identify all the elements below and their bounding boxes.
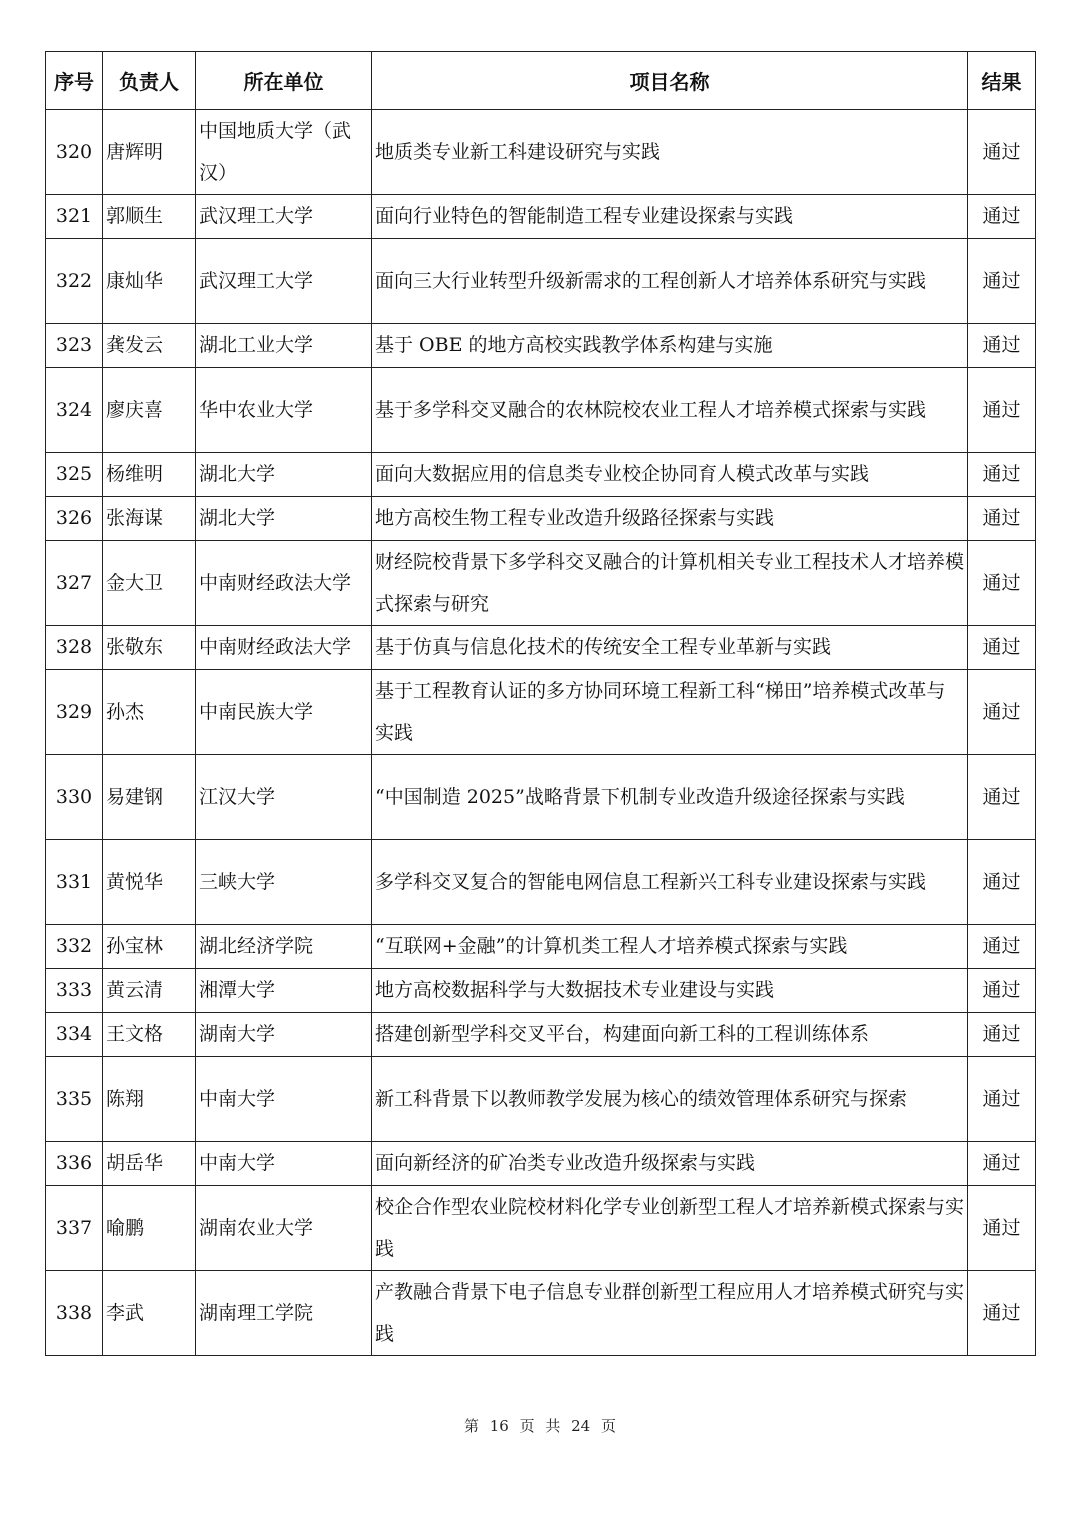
row-result: 通过	[968, 368, 1036, 453]
row-owner: 张海谋	[103, 497, 196, 541]
table-row	[46, 110, 1036, 195]
table-row	[46, 626, 1036, 670]
row-num: 323	[46, 324, 103, 368]
row-project: 财经院校背景下多学科交叉融合的计算机相关专业工程技术人才培养模式探索与研究	[372, 541, 968, 626]
table-header-row	[46, 52, 1036, 110]
row-project: 新工科背景下以教师教学发展为核心的绩效管理体系研究与探索	[372, 1057, 968, 1142]
row-num: 331	[46, 840, 103, 925]
row-num: 334	[46, 1013, 103, 1057]
page-footer: 第 16 页 共 24 页	[463, 1417, 616, 1435]
row-unit: 华中农业大学	[196, 368, 372, 453]
row-project: 产教融合背景下电子信息专业群创新型工程应用人才培养模式研究与实践	[372, 1271, 968, 1356]
row-project: 面向行业特色的智能制造工程专业建设探索与实践	[372, 195, 968, 239]
table-row	[46, 1057, 1036, 1142]
row-owner: 张敬东	[103, 626, 196, 670]
row-project: 基于 OBE 的地方高校实践教学体系构建与实施	[372, 324, 968, 368]
row-project: 基于工程教育认证的多方协同环境工程新工科“梯田”培养模式改革与实践	[372, 670, 968, 755]
row-result: 通过	[968, 239, 1036, 324]
row-owner: 黄云清	[103, 969, 196, 1013]
row-project: 搭建创新型学科交叉平台，构建面向新工科的工程训练体系	[372, 1013, 968, 1057]
row-unit: 中南财经政法大学	[196, 541, 372, 626]
table-row	[46, 969, 1036, 1013]
row-unit: 中南民族大学	[196, 670, 372, 755]
row-project: 面向新经济的矿冶类专业改造升级探索与实践	[372, 1142, 968, 1186]
row-result: 通过	[968, 110, 1036, 195]
row-unit: 武汉理工大学	[196, 239, 372, 324]
row-result: 通过	[968, 195, 1036, 239]
row-num: 329	[46, 670, 103, 755]
project-results-table	[45, 51, 1036, 1356]
row-unit: 湖南理工学院	[196, 1271, 372, 1356]
row-owner: 郭顺生	[103, 195, 196, 239]
table-row	[46, 453, 1036, 497]
table-row	[46, 1186, 1036, 1271]
row-unit: 湘潭大学	[196, 969, 372, 1013]
row-unit: 中南财经政法大学	[196, 626, 372, 670]
row-num: 330	[46, 755, 103, 840]
table-row	[46, 497, 1036, 541]
row-owner: 金大卫	[103, 541, 196, 626]
row-unit: 中南大学	[196, 1142, 372, 1186]
row-result: 通过	[968, 1142, 1036, 1186]
row-result: 通过	[968, 497, 1036, 541]
row-result: 通过	[968, 969, 1036, 1013]
row-project: “互联网+金融”的计算机类工程人才培养模式探索与实践	[372, 925, 968, 969]
row-project: 基于仿真与信息化技术的传统安全工程专业革新与实践	[372, 626, 968, 670]
row-num: 325	[46, 453, 103, 497]
row-unit: 湖北大学	[196, 497, 372, 541]
row-result: 通过	[968, 670, 1036, 755]
table-row	[46, 324, 1036, 368]
row-result: 通过	[968, 1013, 1036, 1057]
row-num: 332	[46, 925, 103, 969]
row-owner: 龚发云	[103, 324, 196, 368]
header-owner: 负责人	[103, 52, 196, 110]
row-project: 地方高校数据科学与大数据技术专业建设与实践	[372, 969, 968, 1013]
row-result: 通过	[968, 1186, 1036, 1271]
table-row	[46, 368, 1036, 453]
row-result: 通过	[968, 626, 1036, 670]
table-row	[46, 239, 1036, 324]
row-owner: 易建钢	[103, 755, 196, 840]
row-unit: 中南大学	[196, 1057, 372, 1142]
row-owner: 唐辉明	[103, 110, 196, 195]
table-row	[46, 541, 1036, 626]
row-result: 通过	[968, 755, 1036, 840]
row-project: 面向三大行业转型升级新需求的工程创新人才培养体系研究与实践	[372, 239, 968, 324]
row-unit: 三峡大学	[196, 840, 372, 925]
row-unit: 湖北工业大学	[196, 324, 372, 368]
row-project: 基于多学科交叉融合的农林院校农业工程人才培养模式探索与实践	[372, 368, 968, 453]
row-project: 地方高校生物工程专业改造升级路径探索与实践	[372, 497, 968, 541]
row-result: 通过	[968, 453, 1036, 497]
row-unit: 湖南大学	[196, 1013, 372, 1057]
row-result: 通过	[968, 541, 1036, 626]
row-owner: 胡岳华	[103, 1142, 196, 1186]
row-num: 324	[46, 368, 103, 453]
row-project: 多学科交叉复合的智能电网信息工程新兴工科专业建设探索与实践	[372, 840, 968, 925]
row-owner: 孙杰	[103, 670, 196, 755]
row-result: 通过	[968, 925, 1036, 969]
row-owner: 杨维明	[103, 453, 196, 497]
row-num: 333	[46, 969, 103, 1013]
row-num: 322	[46, 239, 103, 324]
row-owner: 陈翔	[103, 1057, 196, 1142]
row-owner: 喻鹏	[103, 1186, 196, 1271]
row-project: 地质类专业新工科建设研究与实践	[372, 110, 968, 195]
row-num: 337	[46, 1186, 103, 1271]
row-unit: 湖北经济学院	[196, 925, 372, 969]
row-unit: 武汉理工大学	[196, 195, 372, 239]
row-num: 338	[46, 1271, 103, 1356]
row-unit: 湖北大学	[196, 453, 372, 497]
row-owner: 王文格	[103, 1013, 196, 1057]
row-num: 336	[46, 1142, 103, 1186]
row-owner: 孙宝林	[103, 925, 196, 969]
header-unit: 所在单位	[196, 52, 372, 110]
table-row	[46, 670, 1036, 755]
table-row	[46, 1142, 1036, 1186]
row-num: 327	[46, 541, 103, 626]
row-result: 通过	[968, 840, 1036, 925]
header-num: 序号	[46, 52, 103, 110]
row-unit: 湖南农业大学	[196, 1186, 372, 1271]
row-unit: 江汉大学	[196, 755, 372, 840]
row-owner: 廖庆喜	[103, 368, 196, 453]
table-row	[46, 195, 1036, 239]
row-project: 校企合作型农业院校材料化学专业创新型工程人才培养新模式探索与实践	[372, 1186, 968, 1271]
row-owner: 康灿华	[103, 239, 196, 324]
row-num: 326	[46, 497, 103, 541]
row-project: 面向大数据应用的信息类专业校企协同育人模式改革与实践	[372, 453, 968, 497]
row-num: 321	[46, 195, 103, 239]
table-row	[46, 925, 1036, 969]
row-num: 335	[46, 1057, 103, 1142]
header-result: 结果	[968, 52, 1036, 110]
row-num: 328	[46, 626, 103, 670]
table-row	[46, 1013, 1036, 1057]
row-result: 通过	[968, 1271, 1036, 1356]
row-owner: 黄悦华	[103, 840, 196, 925]
row-unit: 中国地质大学（武汉）	[196, 110, 372, 195]
row-project: “中国制造 2025”战略背景下机制专业改造升级途径探索与实践	[372, 755, 968, 840]
row-owner: 李武	[103, 1271, 196, 1356]
table-row	[46, 1271, 1036, 1356]
header-project: 项目名称	[372, 52, 968, 110]
table-row	[46, 755, 1036, 840]
row-result: 通过	[968, 324, 1036, 368]
table-row	[46, 840, 1036, 925]
row-result: 通过	[968, 1057, 1036, 1142]
row-num: 320	[46, 110, 103, 195]
